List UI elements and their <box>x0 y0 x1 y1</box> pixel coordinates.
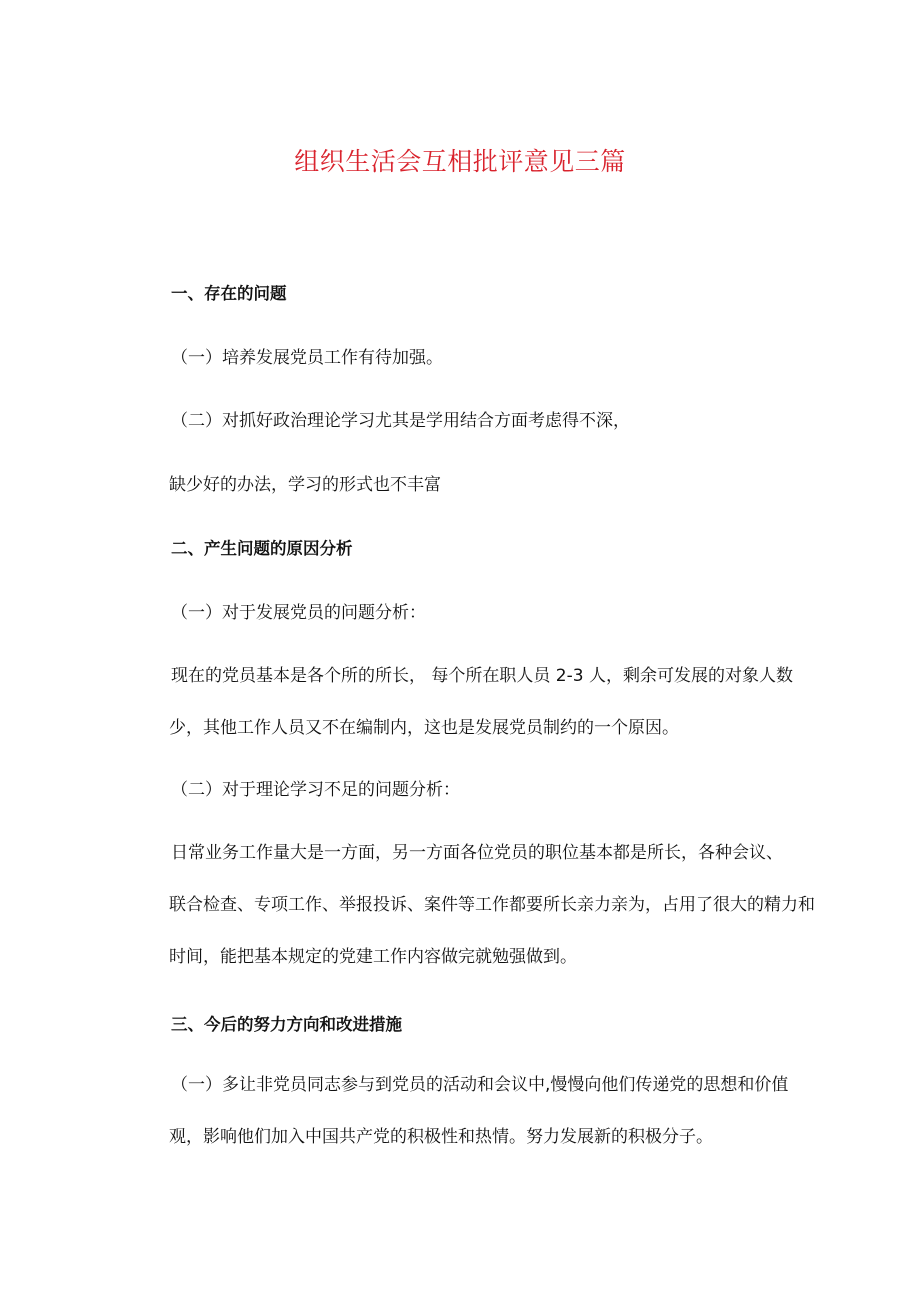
paragraph-line: 日常业务工作量大是一方面，另一方面各位党员的职位基本都是所长，各种会议、 <box>171 843 783 863</box>
paragraph: （二）对于理论学习不足的问题分析： <box>171 780 460 800</box>
paragraph-multiline <box>169 650 809 754</box>
section-heading-causes: 二、产生问题的原因分析 <box>171 539 353 558</box>
paragraph-line: 联合检查、专项工作、举报投诉、案件等工作都要所长亲力亲为，占用了很大的精力和 <box>169 895 815 915</box>
paragraph: （一）培养发展党员工作有待加强。 <box>171 348 443 368</box>
paragraph-line: 观，影响他们加入中国共产党的积极性和热情。努力发展新的积极分子。 <box>169 1127 713 1147</box>
paragraph: 缺少好的办法，学习的形式也不丰富 <box>169 475 441 495</box>
paragraph: （一）对于发展党员的问题分析： <box>171 603 426 623</box>
paragraph-multiline <box>169 827 815 983</box>
paragraph-line: 现在的党员基本是各个所的所长， 每个所在职人员 2-3 人，剩余可发展的对象人数 <box>171 666 793 686</box>
paragraph-line: 少，其他工作人员又不在编制内，这也是发展党员制约的一个原因。 <box>169 718 679 738</box>
section-heading-problems: 一、存在的问题 <box>171 284 287 303</box>
paragraph: （二）对抓好政治理论学习尤其是学用结合方面考虑得不深， <box>171 411 630 431</box>
document-title: 组织生活会互相批评意见三篇 <box>294 147 626 176</box>
paragraph-line: 时间，能把基本规定的党建工作内容做完就勉强做到。 <box>169 947 577 967</box>
paragraph-multiline <box>169 1059 809 1163</box>
section-heading-improvements: 三、今后的努力方向和改进措施 <box>171 1015 402 1034</box>
paragraph-line: （一）多让非党员同志参与到党员的活动和会议中,慢慢向他们传递党的思想和价值 <box>171 1075 789 1095</box>
